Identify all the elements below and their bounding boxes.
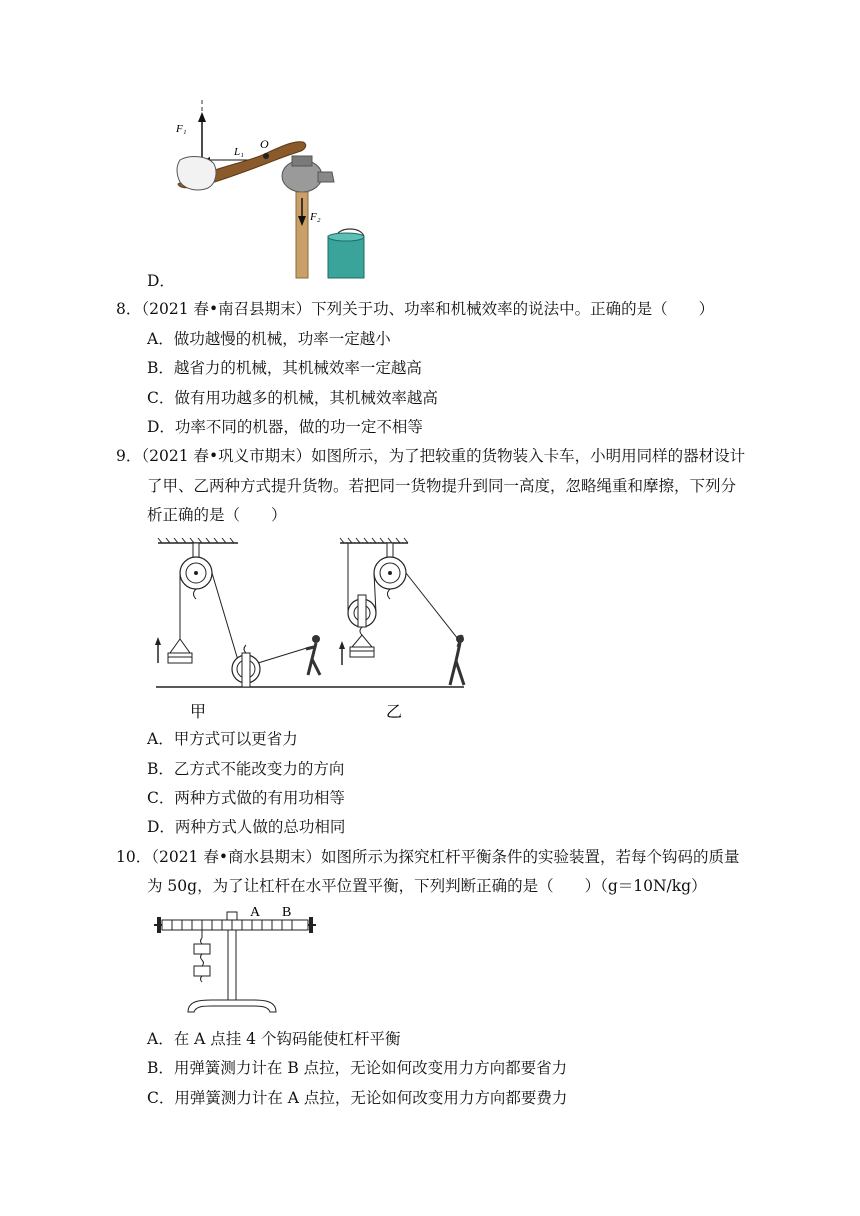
q10-option-a[interactable]: A．在 A 点挂 4 个钩码能使杠杆平衡 [147,1030,401,1048]
q10-option-b[interactable]: B．用弹簧测力计在 B 点拉，无论如何改变用力方向都要省力 [147,1059,568,1077]
q9-stem-line-2: 了甲、乙两种方式提升货物。若把同一货物提升到同一高度，忽略绳重和摩擦，下列分 [147,477,737,495]
lever-balance-figure [152,902,322,1020]
q8-option-d[interactable]: D．功率不同的机器，做的功一定不相等 [147,418,423,436]
q10-stem-line-1: 10．（2021 春•商水县期末）如图所示为探究杠杆平衡条件的实验装置，若每个钩码的质量 [116,848,740,866]
q9-option-b[interactable]: B．乙方式不能改变力的方向 [147,760,345,778]
q10-option-c[interactable]: C．用弹簧测力计在 A 点拉，无论如何改变用力方向都要费力 [147,1089,568,1107]
q8-stem: 8．（2021 春•南召县期末）下列关于功、功率和机械效率的说法中。正确的是（ ） [116,300,715,318]
f2-label: F₂ [310,211,321,223]
pump-lever-figure [168,98,368,280]
l1-label: L₁ [234,146,244,158]
q7-option-d[interactable]: D． [147,272,175,290]
q9-stem-line-1: 9．（2021 春•巩义市期末）如图所示，为了把较重的货物装入卡车，小明用同样的器材设计 [116,447,746,465]
jia-label: 甲 [190,702,207,721]
f1-label: F₁ [176,123,187,135]
point-b-label: B [282,905,292,920]
q9-option-d[interactable]: D．两种方式人做的总功相同 [147,818,346,836]
q8-option-b[interactable]: B．越省力的机械，其机械效率一定越高 [147,359,422,377]
q8-option-a[interactable]: A．做功越慢的机械，功率一定越小 [147,330,391,348]
pivot-o-label: O [260,137,269,151]
q8-option-c[interactable]: C．做有用功越多的机械，其机械效率越高 [147,389,438,407]
yi-label: 乙 [386,702,403,721]
q9-option-a[interactable]: A．甲方式可以更省力 [147,730,298,748]
q9-option-c[interactable]: C．两种方式做的有用功相等 [147,789,345,807]
point-a-label: A [250,905,261,920]
pulley-figure [150,535,470,723]
q10-stem-line-2: 为 50g，为了让杠杆在水平位置平衡，下列判断正确的是（ ）（g＝10N/kg） [147,877,707,895]
q9-stem-line-3: 析正确的是（ ） [147,506,287,524]
